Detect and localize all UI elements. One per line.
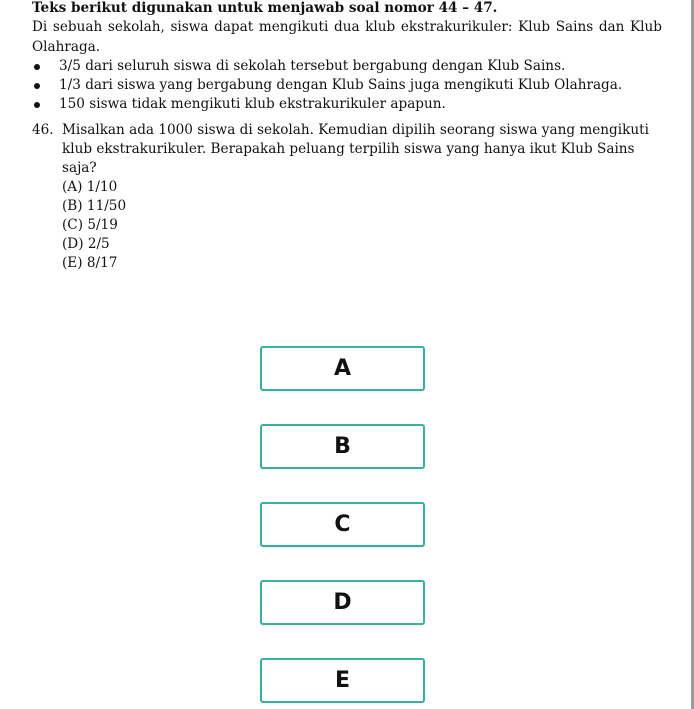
question-stem [32,121,662,178]
bullet-item [32,95,662,114]
option-list [32,178,662,273]
bullet-text: 3/5 dari seluruh siswa di sekolah tersebut bergabung dengan Klub Sains. [59,58,566,74]
answer-button-e[interactable]: E [260,658,425,703]
option-d: (D) 2/5 [62,236,110,252]
bullet-item [32,57,662,76]
answer-button-c[interactable]: C [260,502,425,547]
option-a: (A) 1/10 [62,179,118,195]
question-content [32,0,662,273]
answer-button-d[interactable]: D [260,580,425,625]
answer-button-a[interactable]: A [260,346,425,391]
question-number: 46. [32,122,54,138]
passage-intro: Di sebuah sekolah, siswa dapat mengikuti dua klub ekstrakurikuler: Klub Sains dan Klub Olahraga. [32,19,662,55]
passage-bullet-list [32,57,662,114]
bullet-item [32,76,662,95]
option-c: (C) 5/19 [62,217,118,233]
bullet-text: 1/3 dari siswa yang bergabung dengan Klub Sains juga mengikuti Klub Olahraga. [59,77,623,93]
option-e: (E) 8/17 [62,255,118,271]
bullet-dot-icon [34,64,40,70]
passage-heading: Teks berikut digunakan untuk menjawab soal nomor 44 – 47. [32,0,498,16]
bullet-dot-icon [34,83,40,89]
question-text: Misalkan ada 1000 siswa di sekolah. Kemudian dipilih seorang siswa yang mengikuti klub ekstrakurikuler. Berapakah peluang terpilih siswa yang hanya ikut Klub Sains saja? [62,122,649,176]
bullet-dot-icon [34,102,40,108]
bullet-text: 150 siswa tidak mengikuti klub ekstrakurikuler apapun. [59,96,446,112]
option-b: (B) 11/50 [62,198,127,214]
answer-button-b[interactable]: B [260,424,425,469]
